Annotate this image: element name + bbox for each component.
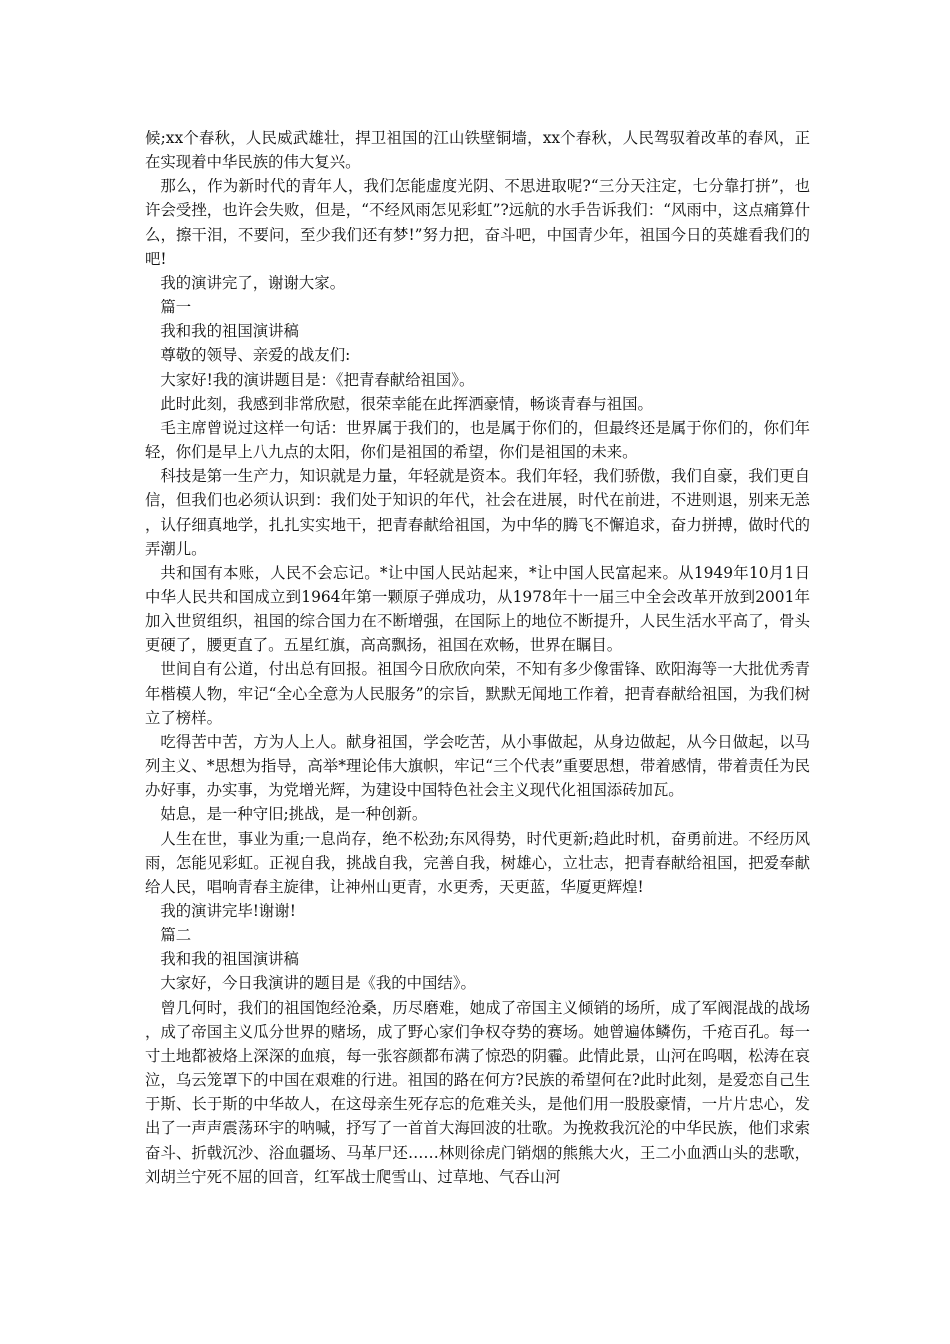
paragraph: 我和我的祖国演讲稿 <box>160 950 299 969</box>
paragraph: 那么，作为新时代的青年人，我们怎能虚度光阴、不思进取呢?“三分天注定，七分靠打拼”，也许会受挫，也许会失败，但是，“不经风雨怎见彩虹”?远航的水手告诉我们：“风雨中，这点痛算什么，擦干泪，不要问，至少我们还有梦!”努力把，奋斗吧，中国青少年，祖国今日的英雄看我们的吧! <box>145 177 810 268</box>
paragraph: 候;xx个春秋，人民威武雄壮，捍卫祖国的江山铁壁铜墙，xx个春秋，人民驾驭着改革的春风，正在实现着中华民族的伟大复兴。 <box>145 129 810 172</box>
paragraph: 我的演讲完了，谢谢大家。 <box>160 273 346 292</box>
paragraph: 我和我的祖国演讲稿 <box>160 322 299 341</box>
paragraph: 姑息，是一种守旧;挑战，是一种创新。 <box>160 805 428 824</box>
paragraph: 我的演讲完毕!谢谢! <box>160 902 296 920</box>
paragraph: 曾几何时，我们的祖国饱经沧桑，历尽磨难，她成了帝国主义倾销的场所，成了军阀混战的战场，成了帝国主义瓜分世界的赌场，成了野心家们争权夺势的赛场。她曾遍体鳞伤，千疮百孔。每一寸土地都被烙上深深的血痕，每一张容颜都布满了惊恐的阴霾。此情此景，山河在呜咽，松涛在哀泣，乌云笼罩下的中国在艰难的行进。祖国的路在何方?民族的希望何在?此时此刻，是爱恋自己生于斯、长于斯的中华故人，在这母亲生死存忘的危难关头，是他们用一股股豪情，一片片忠心，发出了一声声震荡环宇的呐喊，抒写了一首首大海回波的壮歌。为挽救我沉沦的中华民族，他们求索奋斗、折戟沉沙、浴血疆场、马革尸还……林则徐虎门销烟的熊熊大火，王二小血洒山头的悲歌，刘胡兰宁死不屈的回音，红军战士爬雪山、过草地、气吞山河 <box>145 998 810 1186</box>
paragraph: 篇二 <box>160 926 192 945</box>
paragraph: 共和国有本账，人民不会忘记。*让中国人民站起来，*让中国人民富起来。从1949年10月1日中华人民共和国成立到1964年第一颗原子弹成功，从1978年十一届三中全会改革开放到2001年加入世贸组织，祖国的综合国力在不断增强，在国际上的地位不断提升，人民生活水平高了，骨头更硬了，腰更直了。五星红旗，高高飘扬，祖国在欢畅，世界在瞩目。 <box>145 563 810 655</box>
paragraph: 大家好!我的演讲题目是：《把青春献给祖国》。 <box>160 370 475 389</box>
paragraph: 吃得苦中苦，方为人上人。献身祖国，学会吃苦，从小事做起，从身边做起，从今日做起，以马列主义、*思想为指导，高举*理论伟大旗帜，牢记“三个代表”重要思想，带着感情，带着责任为民办好事，办实事，为党增光辉，为建设中国特色社会主义现代化祖国添砖加瓦。 <box>145 732 810 800</box>
paragraph: 篇一 <box>160 298 192 317</box>
paragraph: 世间自有公道，付出总有回报。祖国今日欣欣向荣，不知有多少像雷锋、欧阳海等一大批优秀青年楷模人物，牢记“全心全意为人民服务”的宗旨，默默无闻地工作着，把青春献给祖国，为我们树立了榜样。 <box>145 660 810 727</box>
paragraph: 尊敬的领导、亲爱的战友们: <box>160 346 351 365</box>
paragraph: 此时此刻，我感到非常欣慰，很荣幸能在此挥洒豪情，畅谈青春与祖国。 <box>160 394 653 413</box>
paragraph: 人生在世，事业为重;一息尚存，绝不松劲;东风得势，时代更新;趋此时机，奋勇前进。不经历风雨，怎能见彩虹。正视自我，挑战自我，完善自我，树雄心，立壮志，把青春献给祖国，把爱奉献给人民，唱响青春主旋律，让神州山更青，水更秀，天更蓝，华厦更辉煌! <box>145 829 810 896</box>
document-body <box>145 126 810 1189</box>
paragraph: 大家好，今日我演讲的题目是《我的中国结》。 <box>160 974 476 993</box>
paragraph: 毛主席曾说过这样一句话：世界属于我们的，也是属于你们的，但最终还是属于你们的，你们年轻，你们是早上八九点的太阳，你们是祖国的希望，你们是祖国的未来。 <box>145 418 810 462</box>
paragraph: 科技是第一生产力，知识就是力量，年轻就是资本。我们年轻，我们骄傲，我们自豪，我们更自信，但我们也必须认识到：我们处于知识的年代，社会在进展，时代在前进，不进则退，别来无恙，认仔细真地学，扎扎实实地干，把青春献给祖国，为中华的腾飞不懈追求，奋力拼搏，做时代的弄潮儿。 <box>145 467 810 558</box>
